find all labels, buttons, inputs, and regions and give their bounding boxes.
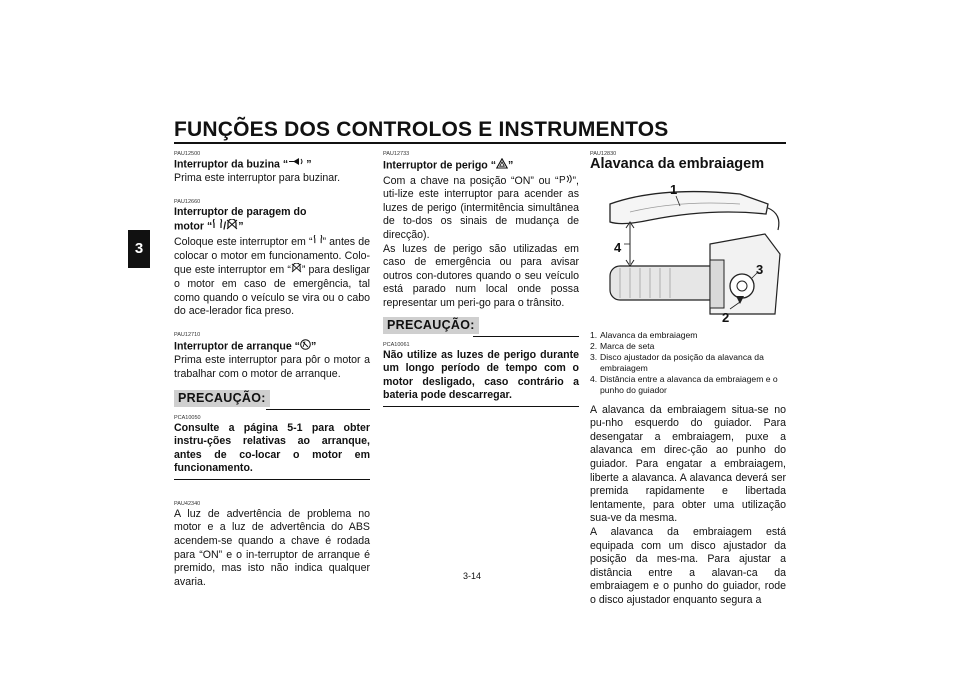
figure-label: 3 — [756, 261, 764, 277]
caption-item: 3. Disco ajustador da posição da alavanca da embraiagem — [590, 351, 764, 373]
hazard-body-2: As luzes de perigo são utilizadas em caso de emergência ou para avisar outros con-dutores quando o seu veículo está parado num local onde possa representar um peri-go para o trânsito. — [383, 242, 579, 310]
start-body: Prima este interruptor para pôr o motor a trabalhar com o motor de arranque. — [174, 354, 370, 380]
caution-end-rule — [383, 406, 579, 407]
caution-rule — [473, 336, 579, 337]
figure-label: 2 — [722, 309, 730, 324]
caution-text: Não utilize as luzes de perigo durante um longo período de tempo com o motor desligado, caso contrário a bateria pode descarregar. — [383, 348, 579, 402]
clutch-body-1: A alavanca da embraiagem situa-se no pu-nho esquerdo do guiador. Para desengatar a embraiagem, puxe a alavanca em direc-ção ao punho do guiador. Para engatar a embraiagem, liberte a alavanca. A alavanca deverá ser premida rapidamente e libertada lentamente, para obter uma utilização sua-ve da mesma. — [590, 403, 786, 525]
stop-heading-line2: motor “ / ” — [174, 219, 370, 235]
caption-item: 4. Distância entre a alavanca da embraiagem e o punho do guiador — [590, 373, 778, 395]
figure-captions — [590, 330, 786, 396]
stop-body: Coloque este interruptor em “ ” antes de colocar o motor em funcionamento. Colo-que este interruptor em “ ” para desligar o motor em caso de emergência, tal como quando o veículo se vira ou o cabo do ace-lerador fica preso. — [174, 235, 370, 319]
section-tab-number: 3 — [134, 240, 144, 257]
section-code: PAU42340 — [174, 500, 201, 507]
caution-box — [383, 317, 579, 339]
parking-icon — [559, 174, 573, 189]
clutch-lever-illustration — [590, 174, 786, 324]
section-code: PAU12733 — [383, 151, 410, 157]
section-code: PAU12660 — [174, 198, 201, 205]
caution-label: PRECAUÇÃO: — [174, 390, 270, 408]
caution-code: PCA10061 — [383, 341, 410, 348]
caption-item: 2. Marca de seta — [590, 340, 655, 351]
page-number: 3-14 — [463, 571, 482, 581]
caution-text: Consulte a página 5-1 para obter instru-ções relativas ao arranque, antes de co-locar o motor em funcionamento. — [174, 421, 370, 475]
hazard-body: Com a chave na posição “ON” ou “ P ”, uti-lize este interruptor para acender as luzes de perigo (intermitência simultânea de to-dos os sinais de mudança de direcção). — [383, 174, 579, 242]
caption-item: 1. Alavanca da embraiagem — [590, 329, 698, 340]
stop-heading-line1: Interruptor de paragem do — [174, 205, 307, 218]
starter-icon — [300, 339, 311, 355]
section-code: PAU12830 — [590, 151, 617, 157]
start-heading: Interruptor de arranque “ ” — [174, 340, 317, 353]
figure-label: 4 — [614, 239, 622, 255]
hazard-heading: Interruptor de perigo “ ” — [383, 159, 514, 172]
abs-body: A luz de advertência de problema no motor e a luz de advertência do ABS acendem-se quando a chave é rodada para “ON” e o in-terruptor de arranque é premido, mas isto não indica qualquer avaria. — [174, 507, 370, 588]
figure-label: 1 — [670, 181, 678, 197]
hazard-icon — [496, 158, 508, 174]
caution-box — [174, 390, 370, 412]
engine-run-icon — [313, 235, 323, 250]
engine-stop-icon — [226, 219, 238, 235]
column-2 — [383, 150, 579, 407]
engine-run-icon — [212, 219, 223, 235]
section-code: PAU12500 — [174, 151, 201, 157]
engine-stop-icon — [291, 263, 302, 278]
column-1 — [174, 150, 370, 589]
horn-body: Prima este interruptor para buzinar. — [174, 172, 341, 185]
caution-code: PCA10050 — [174, 414, 201, 421]
svg-text:P: P — [558, 174, 566, 184]
section-title: Alavanca da embraiagem — [590, 156, 765, 172]
horn-icon — [288, 158, 306, 172]
clutch-body-2: A alavanca da embraiagem está equipada com um disco ajustador da posição da mes-ma. Para ajustar a distância entre a alavan-ca da embraiagem e o punho do guiador, rode o disco ajustador enquanto segura a — [590, 525, 786, 606]
caution-label: PRECAUÇÃO: — [383, 317, 479, 335]
page-title: FUNÇÕES DOS CONTROLOS E INSTRUMENTOS — [174, 118, 669, 141]
section-code: PAU12710 — [174, 331, 201, 338]
horn-heading: Interruptor da buzina “ ” — [174, 158, 312, 171]
caution-rule — [266, 409, 370, 410]
column-3 — [590, 150, 786, 608]
caution-end-rule — [174, 479, 370, 480]
title-rule — [174, 142, 786, 144]
